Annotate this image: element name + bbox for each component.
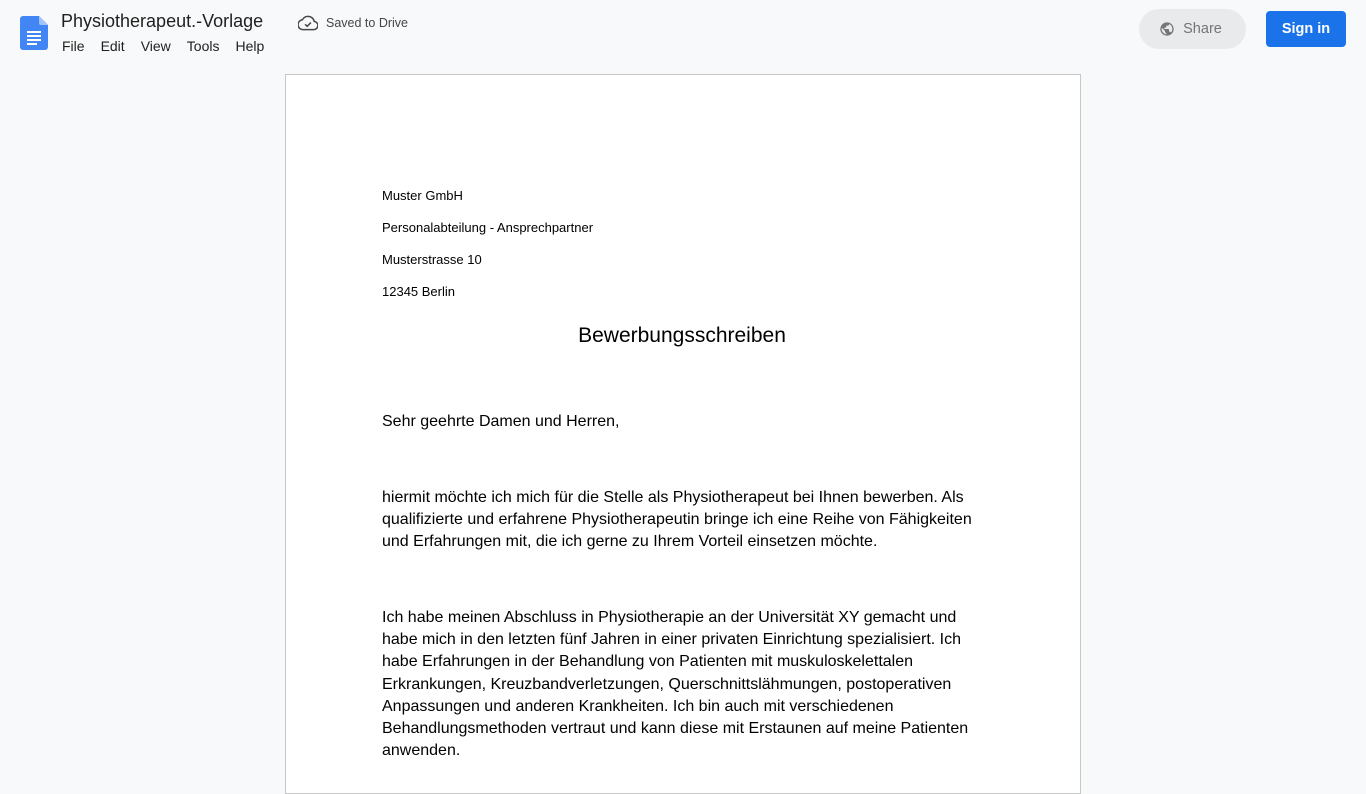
top-bar bbox=[0, 0, 1366, 64]
document-page[interactable] bbox=[285, 74, 1081, 794]
google-docs-icon[interactable] bbox=[20, 16, 48, 50]
menu-file[interactable]: File bbox=[62, 38, 85, 54]
paragraph-experience: Ich habe meinen Abschluss in Physiotherapie an der Universität XY gemacht und habe mich in den letzten fünf Jahren in einer privaten Einrichtung spezialisiert. Ich habe Erfahrungen in der Behandlung von Patienten mit muskuloskelettalen Erkrankungen, Kreuzbandverletzungen, Querschnittslähmungen, postoperativen Anpassungen und anderen Krankheiten. Ich bin auch mit verschiedenen Behandlungsmethoden vertraut und kann diese mit Erstaunen auf meine Patienten anwenden. bbox=[382, 609, 969, 760]
sign-in-button[interactable]: Sign in bbox=[1266, 11, 1346, 47]
save-status bbox=[298, 13, 408, 33]
menu-edit[interactable]: Edit bbox=[100, 38, 125, 54]
paragraph-intro: hiermit möchte ich mich für die Stelle als Physiotherapeut bei Ihnen bewerben. Als qualifizierte und erfahrene Physiotherapeutin bringe ich eine Reihe von Fähigkeiten und Erfahrungen mit, die ich gerne zu Ihrem Vorteil einsetzen möchte. bbox=[382, 489, 972, 551]
share-button[interactable] bbox=[1139, 9, 1246, 49]
save-status-label: Saved to Drive bbox=[326, 16, 408, 30]
menu-view[interactable]: View bbox=[140, 38, 171, 54]
salutation: Sehr geehrte Damen und Herren, bbox=[382, 413, 620, 430]
document-title: Physiotherapeut.-Vorlage bbox=[61, 11, 264, 31]
menu-bar bbox=[54, 36, 272, 58]
share-label: Share bbox=[1183, 21, 1222, 37]
address-line-city: 12345 Berlin bbox=[382, 284, 455, 299]
cloud-done-icon bbox=[298, 15, 318, 31]
document-heading: Bewerbungsschreiben bbox=[578, 324, 786, 347]
globe-icon bbox=[1159, 21, 1175, 37]
menu-tools[interactable]: Tools bbox=[186, 38, 220, 54]
address-line-department: Personalabteilung - Ansprechpartner bbox=[382, 220, 594, 235]
address-line-street: Musterstrasse 10 bbox=[382, 252, 482, 267]
address-line-company: Muster GmbH bbox=[382, 188, 463, 203]
menu-help[interactable]: Help bbox=[235, 38, 265, 54]
